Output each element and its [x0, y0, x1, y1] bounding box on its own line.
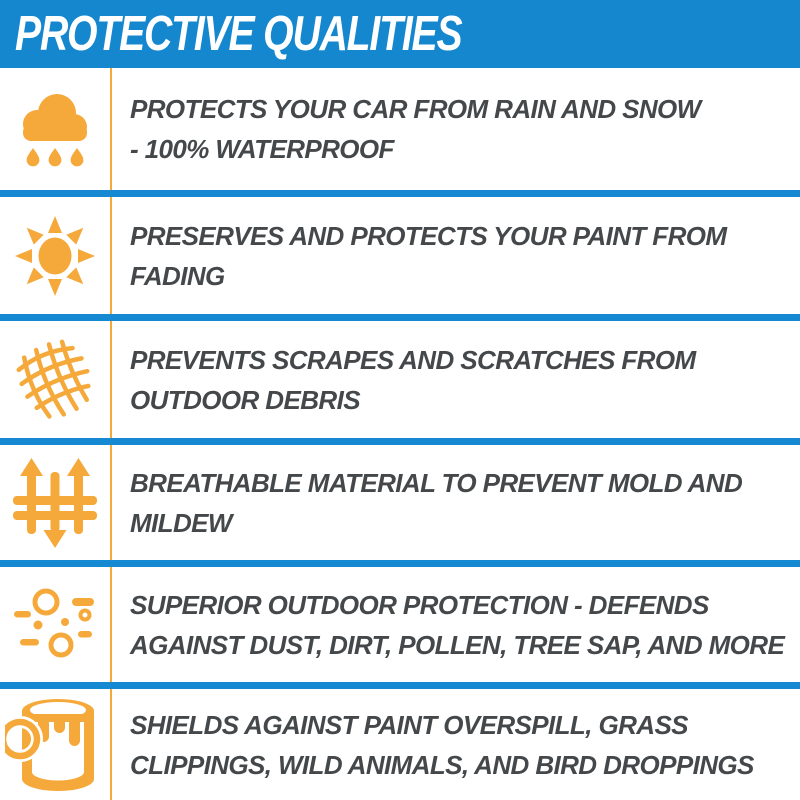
feature-text-line: PREVENTS SCRAPES AND SCRATCHES FROM [130, 344, 696, 375]
rain-cloud-icon [0, 86, 110, 172]
feature-row-waterproof [0, 68, 800, 190]
feature-row-dust [0, 567, 800, 682]
feature-text-line: - 100% WATERPROOF [130, 134, 394, 164]
feature-text [110, 463, 742, 543]
feature-text-line: BREATHABLE MATERIAL TO PREVENT MOLD AND [130, 467, 743, 498]
dust-particles-icon [0, 582, 110, 668]
vertical-accent-line [110, 68, 112, 800]
net-mesh-icon [0, 336, 110, 424]
separator-bar [0, 314, 800, 321]
feature-text-line: MILDEW [130, 507, 232, 538]
sun-icon [0, 213, 110, 299]
feature-text [110, 216, 726, 296]
feature-row-breathable [0, 445, 800, 560]
separator-bar [0, 190, 800, 197]
header-bar [0, 0, 800, 68]
separator-bar [0, 438, 800, 445]
feature-text-line: CLIPPINGS, WILD ANIMALS, AND BIRD DROPPINGS [130, 749, 754, 780]
separator-bar [0, 560, 800, 567]
page-title: PROTECTIVE QUALITIES [15, 7, 462, 61]
feature-text-line: SHIELDS AGAINST PAINT OVERSPILL, GRASS [130, 709, 688, 740]
feature-text [110, 705, 754, 785]
paint-bucket-icon [0, 694, 110, 796]
feature-text [110, 585, 784, 665]
feature-text [110, 89, 701, 169]
feature-text-line: AGAINST DUST, DIRT, POLLEN, TREE SAP, AND MORE [130, 629, 785, 660]
feature-text-line: PROTECTS YOUR CAR FROM RAIN AND SNOW [130, 94, 701, 124]
feature-row-fading [0, 197, 800, 314]
feature-row-scratches [0, 321, 800, 438]
feature-text [110, 340, 696, 420]
breathable-arrows-icon [0, 456, 110, 550]
feature-text-line: FADING [130, 260, 225, 291]
feature-text-line: SUPERIOR OUTDOOR PROTECTION - DEFENDS [130, 589, 709, 620]
feature-text-line: OUTDOOR DEBRIS [130, 384, 360, 415]
separator-bar [0, 682, 800, 689]
feature-row-spills [0, 689, 800, 800]
feature-text-line: PRESERVES AND PROTECTS YOUR PAINT FROM [130, 220, 727, 251]
